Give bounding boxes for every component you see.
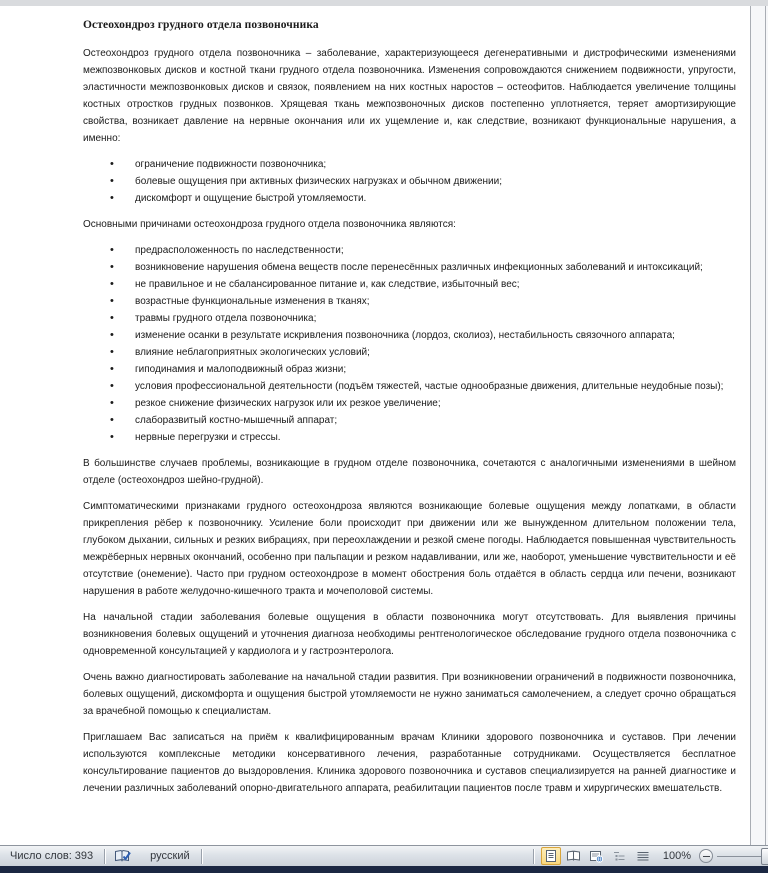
window-bottom-edge [0, 866, 768, 873]
word-count-indicator[interactable]: Число слов: 393 [10, 850, 94, 862]
functional-disorders-list [83, 156, 736, 207]
minus-icon [703, 856, 710, 857]
causes-list [83, 242, 736, 446]
status-bar [0, 845, 768, 866]
separator [533, 849, 534, 864]
document-title: Остеохондроз грудного отдела позвоночника [83, 19, 319, 31]
zoom-slider-handle[interactable] [761, 848, 768, 865]
zoom-controls [659, 848, 768, 865]
zoom-level-indicator[interactable]: 100% [662, 850, 691, 862]
document-page[interactable] [0, 6, 750, 845]
list-item: • нервные перегрузки и стрессы. [135, 429, 736, 446]
list-item: • условия профессиональной деятельности (подъём тяжестей, частые однообразные движения, длительные неудобные позы); [135, 378, 736, 395]
page-right-gutter [750, 6, 768, 845]
paragraph-intro: Остеохондроз грудного отдела позвоночника – заболевание, характеризующееся дегенеративными и дистрофическими изменениями межпозвонковых дисков и костной ткани грудного отдела позвоночника. Изменения сопровождаются снижением подвижности, упругости, эластичности межпозвонковых дисков и связок, появлением на них костных наростов – остеофитов. Наблюдается увеличение толщины костных отростков грудных позвонков. Хрящевая ткань межпозвоночных дисков постепенно уплотняется, теряет амортизирующие свойства, возникает давление на нервные окончания или их ущемление и, как следствие, возникают функциональные нарушения, а именно: [83, 48, 736, 144]
list-item: • дискомфорт и ощущение быстрой утомляемости. [135, 190, 736, 207]
list-item: • предрасположенность по наследственности; [135, 242, 736, 259]
list-item: • ограничение подвижности позвоночника; [135, 156, 736, 173]
separator [201, 849, 202, 864]
list-item: • возникновение нарушения обмена веществ после перенесённых различных инфекционных заболеваний и интоксикаций; [135, 259, 736, 276]
list-item: • возрастные функциональные изменения в тканях; [135, 293, 736, 310]
web-layout-icon [589, 849, 604, 863]
list-item: • болевые ощущения при активных физических нагрузках и обычном движении; [135, 173, 736, 190]
outline-icon [612, 849, 627, 863]
full-screen-reading-icon [566, 849, 581, 863]
outline-view-button[interactable] [610, 847, 630, 865]
print-layout-icon [544, 849, 558, 863]
list-item: • изменение осанки в результате искривления позвоночника (лордоз, сколиоз), нестабильность связочного аппарата; [135, 327, 736, 344]
web-layout-view-button[interactable] [587, 847, 607, 865]
spellcheck-status-button[interactable] [106, 849, 140, 863]
paragraph-causes-intro: Основными причинами остеохондроза грудного отдела позвоночника являются: [83, 219, 456, 230]
spellcheck-book-check-icon [114, 849, 132, 863]
paragraph: На начальной стадии заболевания болевые ощущения в области позвоночника могут отсутствовать. Для выявления причины возникновения болевых ощущений и уточнения диагноза необходимы рентгенологическое обследование грудного отдела позвоночника с одновременной консультацией у кардиолога и у гастроэнтеролога. [83, 612, 736, 657]
list-item: • резкое снижение физических нагрузок или их резкое увеличение; [135, 395, 736, 412]
list-item: • травмы грудного отдела позвоночника; [135, 310, 736, 327]
language-indicator[interactable]: русский [150, 850, 190, 862]
separator [104, 849, 105, 864]
paragraph: В большинстве случаев проблемы, возникающие в грудном отделе позвоночника, сочетаются с аналогичными изменениями в шейном отделе (остеохондроз шейно-грудной). [83, 458, 736, 486]
print-layout-view-button[interactable] [541, 847, 561, 865]
paragraph: Очень важно диагностировать заболевание на начальной стадии развития. При возникновении ограничений в подвижности позвоночника, болевых ощущений, дискомфорта и ощущения быстрой утомляемости не нужно заниматься самолечением, а следует срочно обращаться за врачебной помощью к специалистам. [83, 672, 736, 717]
list-item: • слаборазвитый костно-мышечный аппарат; [135, 412, 736, 429]
draft-view-button[interactable] [633, 847, 653, 865]
draft-icon [636, 849, 650, 863]
full-screen-reading-view-button[interactable] [564, 847, 584, 865]
list-item: • влияние неблагоприятных экологических условий; [135, 344, 736, 361]
paragraph: Симптоматическими признаками грудного остеохондроза являются возникающие болевые ощущения между лопатками, в области прикрепления рёбер к позвоночнику. Усиление боли происходит при движении или же вынужденном длительном положении тела, глубоком дыхании, сильных и резких вибрациях, при переохлаждении и резкой смене погоды. Наблюдается повышенная чувствительность межрёберных нервных окончаний, особенно при пальпации и резком надавливании, или же, наоборот, уменьшение чувствительности и её отсутствие (онемение). Часто при грудном остеохондрозе в момент обострения боль отдаётся в область сердца или печени, возникают нарушения в работе желудочно-кишечного тракта и мочеполовой системы. [83, 501, 736, 597]
zoom-slider-track[interactable] [717, 856, 763, 857]
paragraph: Приглашаем Вас записаться на приём к квалифицированным врачам Клиники здорового позвоночника и суставов. При лечении используются комплексные методики консервативного лечения, разработанные сотрудниками. Осуществляется бесплатное консультирование пациентов до выздоровления. Клиника здорового позвоночника и суставов специализируется на ранней диагностике и лечении различных заболеваний опорно-двигательного аппарата, реабилитации пациентов после травм и хирургических вмешательств. [83, 732, 736, 794]
list-item: • гиподинамия и малоподвижный образ жизни; [135, 361, 736, 378]
view-shortcuts [535, 847, 659, 865]
zoom-out-button[interactable] [699, 849, 713, 863]
list-item: • не правильное и не сбалансированное питание и, как следствие, избыточный вес; [135, 276, 736, 293]
